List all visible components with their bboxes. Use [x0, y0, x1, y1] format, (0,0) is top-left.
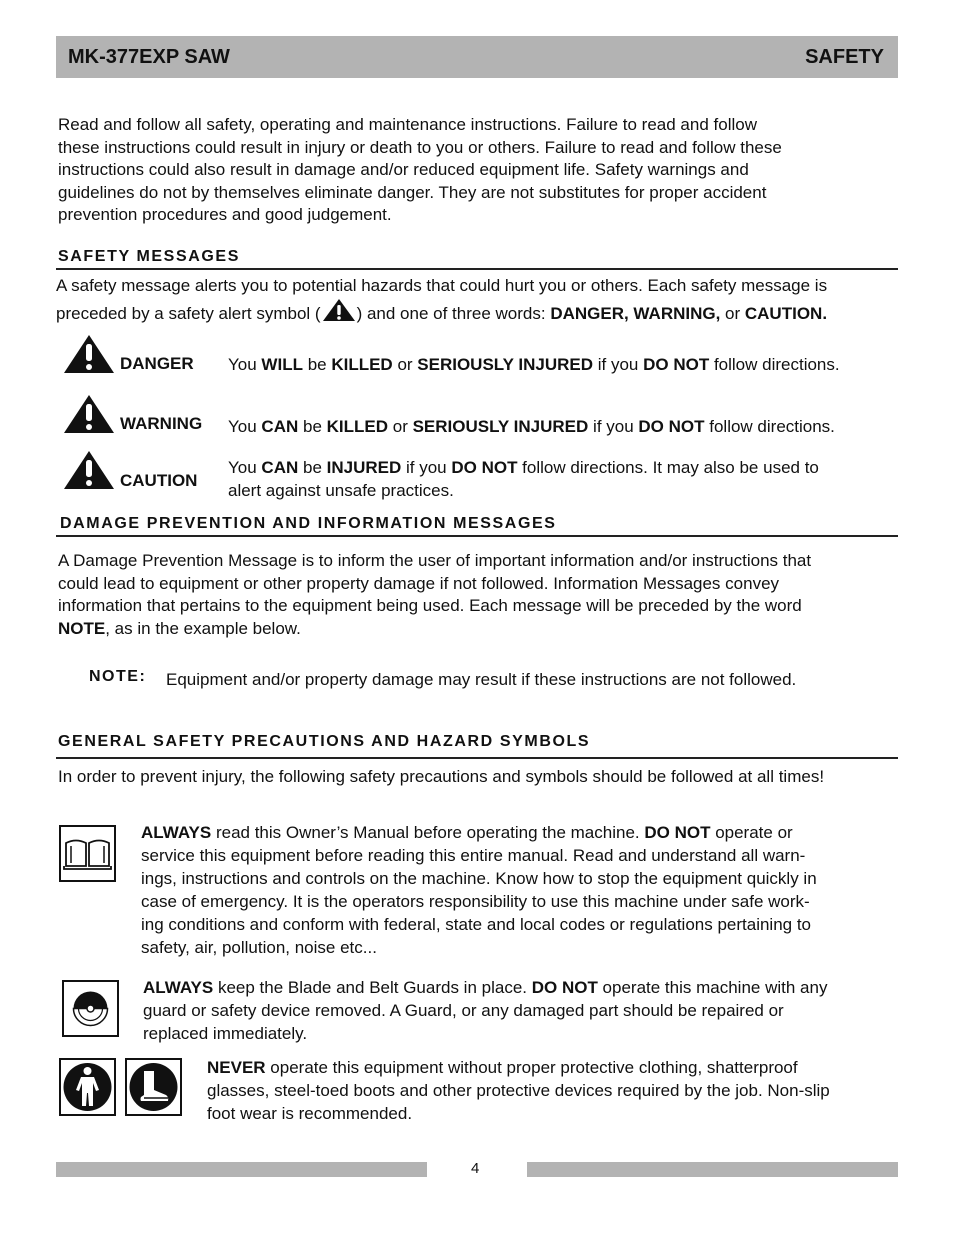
section-rule	[56, 535, 898, 537]
note-text: Equipment and/or property damage may result if these instructions are not followed.	[166, 670, 797, 689]
general-intro: In order to prevent injury, the following safety precautions and symbols should be followed at all times!	[58, 767, 825, 786]
danger-message: You WILL be KILLED or SERIOUSLY INJURED if you DO NOT follow directions.	[228, 355, 840, 374]
section-rule	[56, 757, 898, 759]
danger-alert-icon	[63, 334, 115, 379]
intro-line: prevention procedures and good judgement.	[58, 205, 392, 224]
note-label: NOTE:	[89, 668, 147, 685]
warning-label: WARNING	[120, 414, 203, 433]
warning-message: You CAN be KILLED or SERIOUSLY INJURED if you DO NOT follow directions.	[228, 417, 835, 436]
intro-line: these instructions could result in injury or death to you or others. Failure to read and follow these	[58, 137, 782, 157]
footer-bar-left	[56, 1162, 427, 1177]
safety-messages-text	[56, 275, 936, 328]
intro-paragraph	[58, 114, 918, 227]
caution-label: CAUTION	[120, 471, 198, 490]
caution-message: You CAN be INJURED if you DO NOT follow directions. It may also be used to alert against unsafe practices.	[228, 458, 819, 500]
protective-clothing-icon	[59, 1058, 116, 1116]
blade-guard-precaution-text: ALWAYS keep the Blade and Belt Guards in place. DO NOT operate this machine with any guard or safety device removed. A Guard, or any damaged part should be repaired or replaced immediately.	[143, 978, 828, 1043]
intro-line: guidelines do not by themselves eliminate danger. They are not substitutes for proper accident	[58, 182, 767, 202]
blade-guard-icon	[62, 980, 119, 1037]
header-section: SAFETY	[805, 46, 884, 68]
protective-equipment-precaution-text: NEVER operate this equipment without proper protective clothing, shatterproof glasses, steel-toed boots and other protective devices required by the job. Non-slip foot wear is recommended.	[207, 1058, 830, 1123]
safety-messages-heading: SAFETY MESSAGES	[58, 248, 240, 265]
safety-messages-line: A safety message alerts you to potential hazards that could hurt you or others. Each safety message is	[56, 276, 828, 295]
steel-toed-boot-icon	[125, 1058, 182, 1116]
danger-label: DANGER	[120, 354, 194, 373]
manual-book-icon	[59, 825, 116, 882]
damage-prevention-heading: DAMAGE PREVENTION AND INFORMATION MESSAGES	[60, 515, 557, 532]
footer-bar-right	[527, 1162, 898, 1177]
header-title: MK-377EXP SAW	[68, 46, 230, 68]
alert-symbol-icon	[322, 298, 356, 329]
safety-messages-line: preceded by a safety alert symbol ( ) and one of three words: DANGER, WARNING, or CAUTION.	[56, 298, 936, 329]
damage-prevention-paragraph: A Damage Prevention Message is to inform the user of important information and/or instructions that could lead to equipment or other property damage if not followed. Information Messages convey information that pertains to the equipment being used. Each message will be preceded by the word NOTE, as in the example below.	[58, 551, 812, 638]
section-rule	[56, 268, 898, 270]
intro-line: instructions could also result in damage and/or reduced equipment life. Safety warnings and	[58, 160, 749, 179]
caution-alert-icon	[63, 450, 115, 495]
intro-line: Read and follow all safety, operating and maintenance instructions. Failure to read and follow	[58, 115, 757, 134]
page-number: 4	[471, 1160, 480, 1177]
general-precautions-heading: GENERAL SAFETY PRECAUTIONS AND HAZARD SYMBOLS	[58, 733, 591, 750]
warning-alert-icon	[63, 394, 115, 439]
manual-precaution-text: ALWAYS read this Owner’s Manual before operating the machine. DO NOT operate or service this equipment before reading this entire manual. Read and understand all warn- ings, instructions and controls on the machine. Know how to stop the equipment quickly in case of emergency. It is the operators responsibility to use this machine under safe work- ing conditions and conform with federal, state and local codes or regulations pertaining to safety, air, pollution, noise etc...	[141, 823, 817, 957]
page-header	[56, 36, 898, 78]
